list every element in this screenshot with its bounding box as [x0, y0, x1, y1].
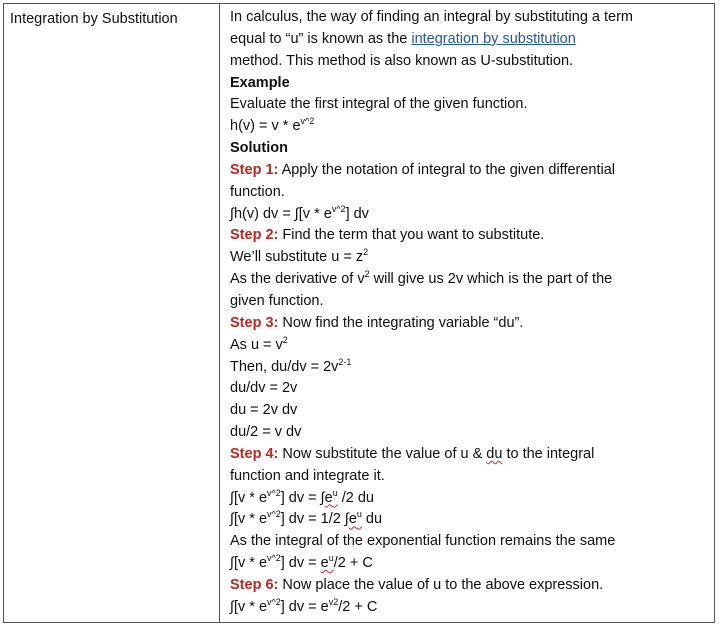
function-base: h(v) = v * e: [230, 118, 301, 135]
intro-line-3: method. This method is also known as U-substitution.: [230, 52, 574, 69]
du-line: du = 2v dv: [230, 402, 298, 419]
substitution-line: [230, 247, 708, 269]
intro-line-2: [230, 29, 708, 51]
step-3-text: Now find the integrating variable “du”.: [278, 314, 524, 331]
eq4-exp-term: [321, 555, 334, 571]
as-u-text: As u = v: [230, 336, 283, 353]
then-exponent: 2-1: [338, 356, 352, 367]
step-1: [230, 160, 708, 182]
equation-2: [230, 488, 708, 510]
eq3-exp-term: [349, 511, 362, 527]
solution-heading: Solution: [230, 140, 288, 157]
equation-1: [230, 204, 708, 226]
step-2-text: Find the term that you want to substitute.: [278, 227, 545, 244]
eq5-exponent-2: v2: [328, 596, 339, 607]
step-6-label: Step 6:: [230, 576, 279, 593]
eq3-mid: ] dv = 1/2 ∫: [280, 511, 349, 528]
eq3-exponent: v^2: [267, 509, 281, 520]
step-1-text: Apply the notation of integral to the given differential: [278, 161, 616, 178]
du-half-line: du/2 = v dv: [230, 424, 302, 441]
step-4-text-b: to the integral: [502, 445, 595, 462]
du-dv-line: du/dv = 2v: [230, 380, 298, 397]
example-heading: Example: [230, 74, 290, 91]
function-definition: [230, 116, 708, 138]
step-2-label: Step 2:: [230, 227, 279, 244]
eq4-e-exponent: u: [328, 553, 334, 564]
eq1-left: ∫h(v) dv = ∫[v * e: [230, 205, 332, 222]
step-4-text-a: Now substitute the value of u &: [278, 445, 487, 462]
eq1-right: ] dv: [345, 205, 369, 222]
topic-cell: [4, 4, 220, 622]
eq4-exponent: v^2: [267, 553, 281, 564]
step-4: [230, 444, 708, 466]
deriv-exponent: 2: [364, 269, 370, 280]
eq2-e: e: [324, 489, 333, 506]
step-3-label: Step 3:: [230, 314, 279, 331]
eq4-mid: ] dv =: [280, 555, 321, 572]
step-3: [230, 313, 708, 335]
step-1-label: Step 1:: [230, 161, 279, 178]
step-6: [230, 575, 708, 597]
equation-3: [230, 509, 708, 531]
subst-exponent: 2: [363, 247, 369, 258]
then-line: [230, 357, 708, 379]
exponential-note: As the integral of the exponential function remains the same: [230, 533, 616, 550]
deriv-text-a: As the derivative of v: [230, 271, 365, 288]
step-4-du: du: [486, 445, 503, 462]
eq3-e: e: [348, 511, 357, 528]
as-u-exponent: 2: [282, 334, 288, 345]
step-2: [230, 225, 708, 247]
eq2-exponent: v^2: [267, 487, 281, 498]
content-table: [3, 3, 715, 623]
eq2-exp-term: [324, 487, 338, 506]
eq3-right: du: [361, 511, 383, 528]
eq4-right: /2 + C: [333, 555, 373, 572]
eq5-right: /2 + C: [338, 598, 378, 615]
eq5-mid: ] dv = e: [280, 598, 329, 615]
eq5-exponent: v^2: [267, 596, 281, 607]
eq2-left: ∫[v * e: [230, 489, 268, 506]
intro-text: equal to “u” is known as the: [230, 30, 412, 47]
function-exponent: v^2: [300, 116, 315, 127]
eq2-right: /2 du: [337, 489, 374, 506]
eq2-mid: ] dv = ∫: [280, 489, 325, 506]
explanation-cell: [220, 4, 714, 622]
eq5-left: ∫[v * e: [230, 598, 268, 615]
derivative-line-cont: given function.: [230, 292, 324, 309]
eq4-e: e: [320, 555, 329, 572]
equation-4: [230, 553, 708, 575]
eq1-exponent: v^2: [331, 203, 346, 214]
step-6-text: Now place the value of u to the above expression.: [278, 576, 604, 593]
equation-5: [230, 597, 708, 619]
derivative-line: [230, 269, 708, 291]
eq3-e-exponent: u: [356, 509, 362, 520]
step-4-cont: function and integrate it.: [230, 467, 385, 484]
eq3-left: ∫[v * e: [230, 511, 268, 528]
as-u-line: [230, 335, 708, 357]
eq4-left: ∫[v * e: [230, 555, 268, 572]
intro-line-1: In calculus, the way of finding an integral by substituting a term: [230, 9, 633, 25]
step-1-cont: function.: [230, 183, 285, 200]
integration-by-substitution-link[interactable]: integration by substitution: [411, 30, 576, 47]
topic-title: Integration by Substitution: [10, 11, 178, 27]
deriv-text-b: will give us 2v which is the part of the: [369, 271, 613, 288]
example-text: Evaluate the first integral of the given function.: [230, 96, 528, 113]
eq2-e-exponent: u: [332, 487, 338, 498]
then-text: Then, du/dv = 2v: [230, 358, 339, 375]
subst-text: We’ll substitute u = z: [230, 249, 364, 266]
step-4-label: Step 4:: [230, 445, 279, 462]
